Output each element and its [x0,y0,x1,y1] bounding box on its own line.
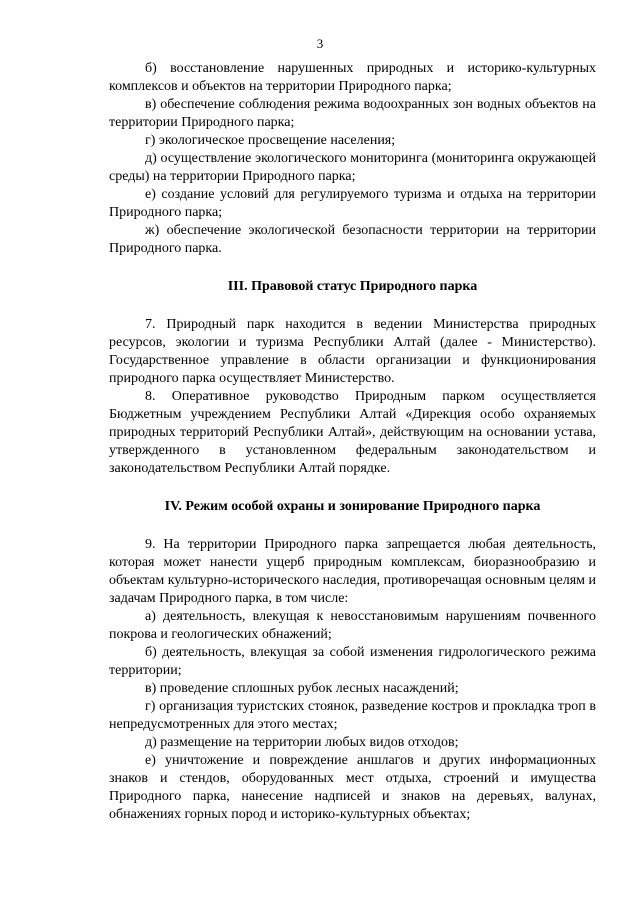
list-item-v: в) обеспечение соблюдения режима водоохранных зон водных объектов на территории Природного парка; [109,97,596,130]
prohibition-item-g: г) организация туристских стоянок, разведение костров и прокладка троп в непредусмотренных для этого местах; [109,699,596,732]
prohibition-item-b: б) деятельность, влекущая за собой изменения гидрологического режима территории; [109,645,596,678]
list-item-d: д) осуществление экологического мониторинга (мониторинга окружающей среды) на территории Природного парка; [109,151,596,184]
prohibition-item-v: в) проведение сплошных рубок лесных насаждений; [145,681,459,696]
section-4-paragraph-9: 9. На территории Природного парка запрещается любая деятельность, которая может нанести ущерб природным комплексам, биоразнообразию и объектам культурно-исторического наследия, противоречащая основным целям и задачам Природного парка, в том числе: [109,537,596,606]
document-body [109,60,596,824]
section-3-paragraph-8: 8. Оперативное руководство Природным парком осуществляется Бюджетным учреждением Республики Алтай «Дирекция особо охраняемых природных территорий Республики Алтай», действующим на основании устава, утвержденного в установленном федеральным законодательством и законодательством Республики Алтай порядке. [109,389,596,476]
page-number: 3 [316,36,324,51]
list-item-e: е) создание условий для регулируемого туризма и отдыха на территории Природного парка; [109,187,596,220]
section-3-paragraph-7: 7. Природный парк находится в ведении Министерства природных ресурсов, экологии и туризма Республики Алтай (далее - Министерство). Государственное управление в области организации и функционирования природного парка осуществляет Министерство. [109,317,596,386]
list-item-g: г) экологическое просвещение населения; [145,133,396,148]
list-item-zh: ж) обеспечение экологической безопасности территории на территории Природного парка. [109,223,596,256]
section-3-heading: III. Правовой статус Природного парка [227,279,478,294]
prohibition-item-d: д) размещение на территории любых видов отходов; [145,735,459,750]
prohibition-item-e: е) уничтожение и повреждение аншлагов и других информационных знаков и стендов, оборудованных мест отдыха, строений и имущества Природного парка, нанесение надписей и знаков на деревьях, валунах, обнажениях горных пород и историко-культурных объектах; [109,753,596,822]
section-4-heading: IV. Режим особой охраны и зонирование Природного парка [164,499,541,514]
list-item-b: б) восстановление нарушенных природных и историко-культурных комплексов и объектов на территории Природного парка; [109,61,596,94]
prohibition-item-a: а) деятельность, влекущая к невосстановимым нарушениям почвенного покрова и геологических обнажений; [109,609,596,642]
